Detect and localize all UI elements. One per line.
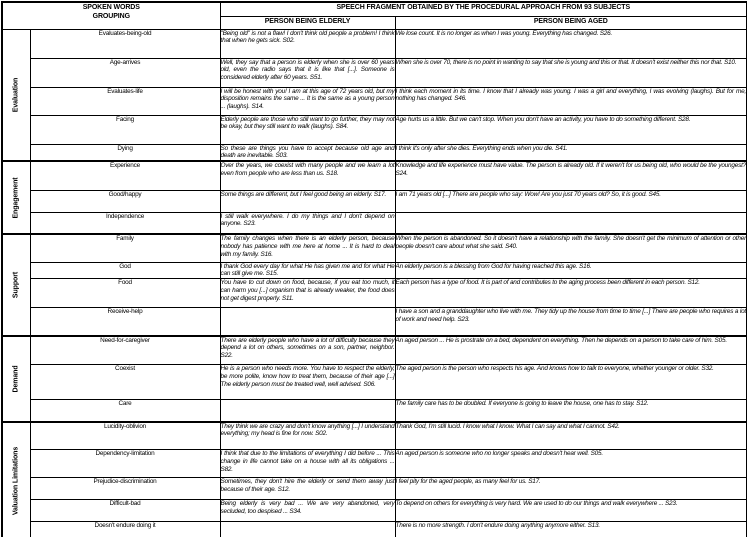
elderly-fragment-cell: I will be honest with you! I am at this age of 72 years old, but my disposition remains the same ... It is the same as a young person ... (laughs). S14. bbox=[220, 87, 395, 115]
group-label-support bbox=[2, 234, 30, 336]
aged-fragment-cell: I feel pity for the aged people, as many feel for us. S17. bbox=[395, 478, 747, 500]
elderly-fragment-cell: Sometimes, they don't hire the elderly or send them away just because of their age. S12. bbox=[220, 478, 395, 500]
theme-cell: Age-arrives bbox=[30, 58, 220, 87]
theme-cell: Independence bbox=[30, 212, 220, 234]
elderly-fragment-cell: Over the years, we coexist with many people and we learn a lot even from people who are less than us. S18. bbox=[220, 161, 395, 190]
theme-cell: Prejudice-discrimination bbox=[30, 478, 220, 500]
aged-fragment-cell: Each person has a type of food. It is part of and contributes to the aging process been different in each person. S12. bbox=[395, 279, 747, 308]
group-label-engagement bbox=[2, 161, 30, 234]
group-label-text: Evaluation bbox=[12, 77, 20, 112]
header-grouping-line1: SPOKEN WORDS bbox=[82, 4, 140, 11]
elderly-fragment-cell: I thank God every day for what He has given me and for what He can still give me. S15. bbox=[220, 262, 395, 278]
theme-cell: Food bbox=[30, 279, 220, 308]
aged-fragment-cell: I have a son and a granddaughter who live with me. They tidy up the house from time to time [...] There are people who requires a lot of work and need help. S23. bbox=[395, 308, 747, 336]
elderly-fragment-cell: There are elderly people who have a lot of difficulty because they depend a lot on others, sometimes on a son, partner, neighbor. S22. bbox=[220, 336, 395, 365]
header-grouping-line2: GROUPING bbox=[92, 13, 130, 20]
theme-cell: Family bbox=[30, 234, 220, 262]
aged-fragment-cell: The family care has to be doubled. If everyone is going to leave the house, one has to stay. S12. bbox=[395, 400, 747, 422]
aged-fragment-cell: The aged person is the person who respects his age. And knows how to talk to everyone, whether younger or older. S32. bbox=[395, 365, 747, 400]
header-spoken-words-grouping bbox=[2, 2, 220, 29]
theme-cell: Care bbox=[30, 400, 220, 422]
aged-fragment-cell: There is no more strength. I don't endure doing anything anymore either. S13. bbox=[395, 522, 747, 537]
aged-fragment-cell: An aged person ... He is prostrate on a bed, dependent on everything. Then he depends on a person to take care of him. S05. bbox=[395, 336, 747, 365]
theme-cell: Dependency-limitation bbox=[30, 450, 220, 478]
group-label-valuation-limitations bbox=[2, 422, 30, 537]
elderly-fragment-cell: You have to cut down on food, because, if you eat too much, it can harm you [...] organism that is already weaker, the food does not get digest properly. S11. bbox=[220, 279, 395, 308]
elderly-fragment-cell: Well, they say that a person is elderly when she is over 60 years old, even the radio says that it is like that [...]. Someone is considered elderly after 60 years. S51. bbox=[220, 58, 395, 87]
elderly-fragment-cell: Elderly people are those who still want to go further, they may not be okay, but they still want to walk (laughs). S84. bbox=[220, 115, 395, 144]
aged-fragment-cell: I think each moment in its time. I know that I already was young. I was a girl and everything, I was evolving (laughs). But for me, nothing has changed. S46. bbox=[395, 87, 747, 115]
group-label-demand bbox=[2, 336, 30, 422]
aged-fragment-cell bbox=[395, 212, 747, 234]
elderly-fragment-cell bbox=[220, 308, 395, 336]
speech-fragments-table bbox=[1, 1, 747, 537]
aged-fragment-cell: An aged person is someone who no longer speaks and doesn't hear well. S05. bbox=[395, 450, 747, 478]
elderly-fragment-cell: So these are things you have to accept because old age and death are inevitable. S03. bbox=[220, 144, 395, 160]
group-label-text: Valuation Limitations bbox=[12, 446, 20, 515]
header-person-being-aged: PERSON BEING AGED bbox=[395, 16, 747, 29]
header-person-being-elderly: PERSON BEING ELDERLY bbox=[220, 16, 395, 29]
theme-cell: Facing bbox=[30, 115, 220, 144]
aged-fragment-cell: When the person is abandoned. So it doesn't have a relationship with the family. She doesn't get the minimum of attention or other people doesn't care about what she said. S40. bbox=[395, 234, 747, 262]
aged-fragment-cell: We lose count. It is no longer as when I was young. Everything has changed. S26. bbox=[395, 29, 747, 58]
aged-fragment-cell: An elderly person is a blessing from God for having reached this age. S16. bbox=[395, 262, 747, 279]
elderly-fragment-cell: They think we are crazy and don't know anything [...] I understand everything; my head is fine for now. S02. bbox=[220, 422, 395, 450]
header-speech-fragment-title: SPEECH FRAGMENT OBTAINED BY THE PROCEDURAL APPROACH FROM 93 SUBJECTS bbox=[220, 2, 747, 16]
theme-cell: God bbox=[30, 262, 220, 279]
elderly-fragment-cell: "Being old" is not a flaw! I don't think old people a problem! I think that when he gets sick. S02. bbox=[220, 29, 395, 58]
elderly-fragment-cell bbox=[220, 400, 395, 422]
theme-cell: Evaluates-life bbox=[30, 87, 220, 115]
theme-cell: Dying bbox=[30, 144, 220, 161]
theme-cell: Evaluates-being-old bbox=[30, 29, 220, 58]
aged-fragment-cell: I am 71 years old [...] There are people who say: Wow! Are you just 70 years old? So, it is good. S45. bbox=[395, 190, 747, 212]
aged-fragment-cell: To depend on others for everything is very hard. We are used to do our things and walk everywhere ... S23. bbox=[395, 500, 747, 522]
theme-cell: Coexist bbox=[30, 365, 220, 400]
elderly-fragment-cell: The family changes when there is an elderly person, because nobody has patience with me here at home ... It is hard to deal with my family. S16. bbox=[220, 234, 395, 262]
elderly-fragment-cell bbox=[220, 522, 395, 537]
group-label-text: Demand bbox=[12, 365, 20, 393]
theme-cell: Good/happy bbox=[30, 190, 220, 212]
aged-fragment-cell: I think it's only after she dies. Everything ends when you die. S41. bbox=[395, 144, 747, 161]
aged-fragment-cell: Knowledge and life experience must have value. The person is already old. If it weren't for us being old, who would be the youngest? S24. bbox=[395, 161, 747, 190]
aged-fragment-cell: When she is over 70, there is no point in wanting to say that she is young and this or that. It doesn't exist neither this nor that. S10. bbox=[395, 58, 747, 87]
theme-cell: Need-for-caregiver bbox=[30, 336, 220, 365]
theme-cell: Lucidity-oblivion bbox=[30, 422, 220, 450]
elderly-fragment-cell: Being elderly is very bad ... We are very abandoned, very secluded, too despised ... S34. bbox=[220, 500, 395, 522]
group-label-text: Engagement bbox=[12, 177, 20, 219]
elderly-fragment-cell: Some things are different, but I feel good being an elderly. S17. bbox=[220, 190, 395, 212]
theme-cell: Difficult-bad bbox=[30, 500, 220, 522]
elderly-fragment-cell: I think that due to the limitations of everything I did before ... This change in life cannot take on a house with all its obligations ... S82. bbox=[220, 450, 395, 478]
elderly-fragment-cell: He is a person who needs more. You have to respect the elderly, be more polite, know how to treat them, because of their age [...] The elderly person must be treated well, well advised. S06. bbox=[220, 365, 395, 400]
group-label-evaluation bbox=[2, 29, 30, 161]
elderly-fragment-cell: I still walk everywhere. I do my things and I don't depend on anyone. S23. bbox=[220, 212, 395, 234]
theme-cell: Doesn't endure doing it bbox=[30, 522, 220, 537]
aged-fragment-cell: Age hurts us a little. But we can't stop. When you don't have an activity, you have to do something different. S28. bbox=[395, 115, 747, 144]
theme-cell: Experience bbox=[30, 161, 220, 190]
theme-cell: Receive-help bbox=[30, 308, 220, 336]
group-label-text: Support bbox=[12, 271, 20, 298]
aged-fragment-cell: Thank God, I'm still lucid. I know what I know. What I can say and what I cannot. S42. bbox=[395, 422, 747, 450]
